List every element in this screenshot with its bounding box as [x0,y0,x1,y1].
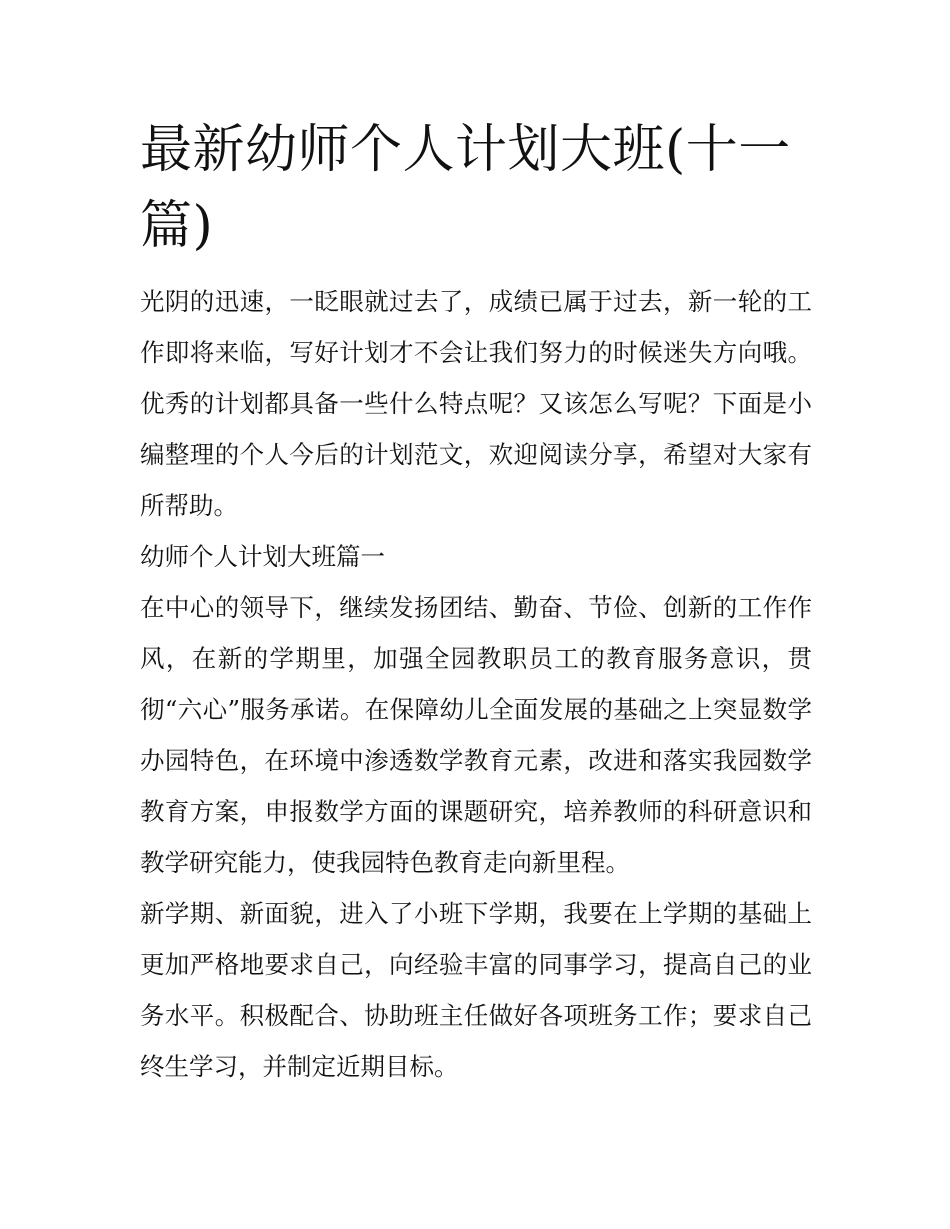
section-heading: 幼师个人计划大班篇一 [140,542,385,571]
body-paragraph: 在中心的领导下，继续发扬团结、勤奋、节俭、创新的工作作风，在新的学期里，加强全园教职员工的教育服务意识，贯彻“六心”服务承诺。在保障幼儿全面发展的基础之上突显数学办园特色，在环境中渗透数学教育元素，改进和落实我园数学教育方案，申报数学方面的课题研究，培养教师的科研意识和教学研究能力，使我园特色教育走向新里程。 [140,593,812,877]
document-title: 最新幼师个人计划大班(十一篇) [140,120,791,256]
intro-paragraph: 光阴的迅速，一眨眼就过去了，成绩已属于过去，新一轮的工作即将来临，写好计划才不会让我们努力的时候迷失方向哦。优秀的计划都具备一些什么特点呢？又该怎么写呢？下面是小编整理的个人今后的计划范文，欢迎阅读分享，希望对大家有所帮助。 [140,287,812,520]
document-body [140,276,812,1092]
body-paragraph: 新学期、新面貌，进入了小班下学期，我要在上学期的基础上更加严格地要求自己，向经验丰富的同事学习，提高自己的业务水平。积极配合、协助班主任做好各项班务工作；要求自己终生学习，并制定近期目标。 [140,899,812,1081]
